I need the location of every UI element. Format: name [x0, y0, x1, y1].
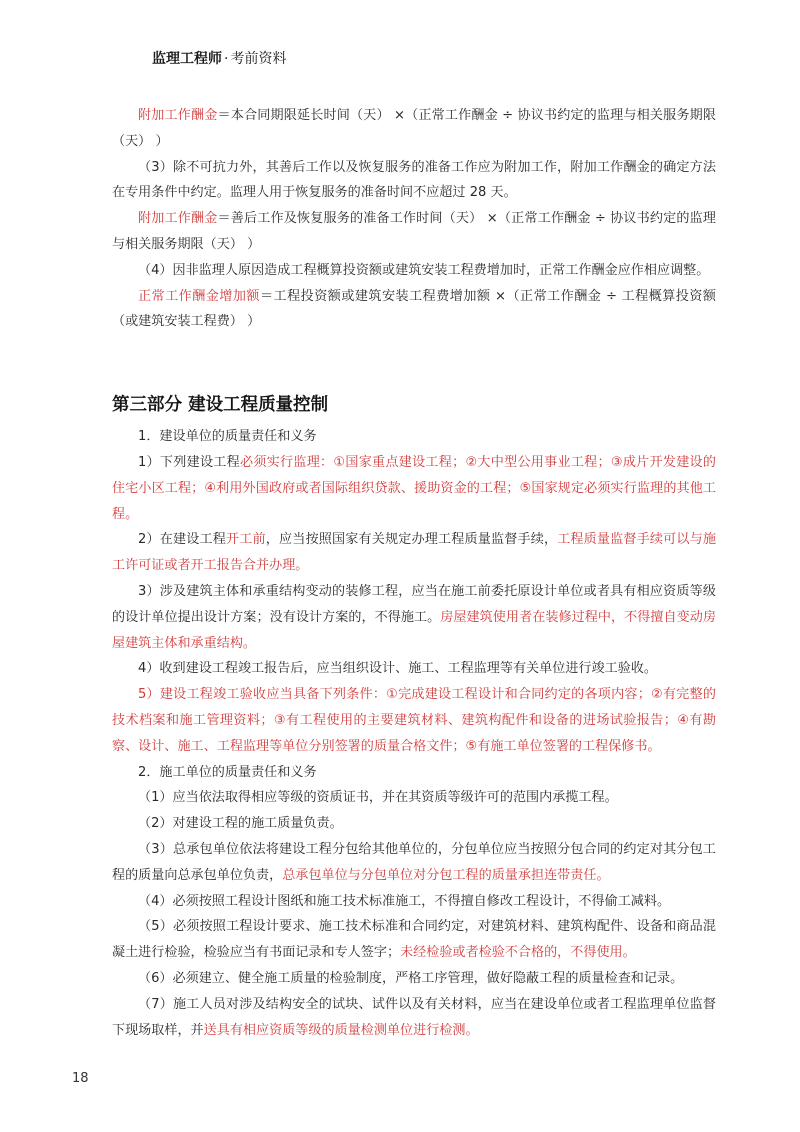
text-run: （7）施工人员对涉及结构安全的试块、试件以及有关材料，应当在建设单位或者工程监理单位监督下现场取样，并 [112, 996, 716, 1038]
header-brand: 监理工程师 [152, 51, 222, 67]
emphasis-text: 房屋建筑使用者在装修过程中，不得擅自变动房屋建筑主体和承重结构。 [112, 609, 716, 651]
text-run: 2）在建设工程 [138, 532, 226, 548]
emphasis-text: 工程质量监督手续可以与施工许可证或者开工报告合并办理。 [112, 532, 717, 574]
formula-text: ＝工程投资额或建筑安装工程费增加额 ×（正常工作酬金 ÷ 工程概算投资额（或建筑安装工程费） ） [112, 288, 716, 330]
paragraph-b1 [112, 450, 716, 527]
emphasis-text: 总承包单位与分包单位对分包工程的质量承担连带责任。 [282, 867, 610, 883]
formula-term: 正常工作酬金增加额 [138, 288, 260, 304]
emphasis-text: 必须实行监理：①国家重点建设工程；②大中型公用事业工程；③成片开发建设的住宅小区工程；④利用外国政府或者国际组织贷款、援助资金的工程；⑤国家规定必须实行监理的其他工程。 [112, 454, 716, 522]
paragraph-c2: （2）对建设工程的施工质量负责。 [138, 816, 343, 832]
paragraph-c4: （4）必须按照工程设计图纸和施工技术标准施工，不得擅自修改工程设计，不得偷工减料。 [138, 893, 671, 909]
header-subtitle: 考前资料 [230, 51, 287, 67]
formula-term: 附加工作酬金 [138, 211, 218, 227]
emphasis-text: 开工前 [225, 532, 266, 548]
paragraph-b5: 5）建设工程竣工验收应当具备下列条件：①完成建设工程设计和合同约定的各项内容；②有完整的技术档案和施工管理资料；③有工程使用的主要建筑材料、建筑构配件和设备的进场试验报告；④有勘察、设计、施工、工程监理等单位分别签署的质量合格文件；⑤有施工单位签署的工程保修书。 [112, 687, 716, 754]
text-run: ，应当按照国家有关规定办理工程质量监督手续， [265, 532, 558, 548]
text-run: （5）必须按照工程设计要求、施工技术标准和合同约定，对建筑材料、建筑构配件、设备和商品混凝土进行检验，检验应当有书面记录和专人签字； [112, 919, 716, 961]
paragraph-b4: 4）收到建设工程竣工报告后，应当组织设计、施工、工程监理等有关单位进行竣工验收。 [138, 661, 657, 677]
section-heading-owner: 1．建设单位的质量责任和义务 [138, 429, 317, 445]
paragraph-c5 [112, 914, 716, 966]
header-separator: · [224, 51, 229, 67]
section-heading-contractor: 2．施工单位的质量责任和义务 [138, 764, 317, 780]
page-number: 18 [72, 1071, 89, 1086]
text-run: 1）下列建设工程 [138, 454, 240, 470]
document-body [112, 103, 716, 1043]
formula-additional-fee-2 [112, 206, 716, 258]
formula-text: ＝本合同期限延长时间（天） ×（正常工作酬金 ÷ 协议书约定的监理与相关服务期限（天） ） [112, 108, 716, 149]
paragraph-c1: （1）应当依法取得相应等级的资质证书，并在其资质等级许可的范围内承揽工程。 [138, 790, 618, 806]
paragraph-c3 [112, 837, 716, 889]
text-run: （3）总承包单位依法将建设工程分包给其他单位的，分包单位应当按照分包合同的约定对其分包工程的质量向总承包单位负责， [112, 841, 716, 883]
formula-term: 附加工作酬金 [138, 108, 218, 123]
paragraph-b3 [112, 579, 716, 656]
formula-normal-fee-increase [112, 284, 716, 336]
formula-text: ＝善后工作及恢复服务的准备工作时间（天） ×（正常工作酬金 ÷ 协议书约定的监理与相关服务期限（天） ） [112, 211, 716, 252]
text-run: 3）涉及建筑主体和承重结构变动的装修工程，应当在施工前委托原设计单位或者具有相应资质等级的设计单位提出设计方案；没有设计方案的，不得施工。 [112, 583, 716, 625]
part-title: 第三部分 建设工程质量控制 [112, 395, 329, 416]
page-header [152, 48, 286, 68]
paragraph-c7 [112, 992, 716, 1044]
paragraph-item-3: （3）除不可抗力外，其善后工作以及恢复服务的准备工作应为附加工作，附加工作酬金的确定方法在专用条件中约定。监理人用于恢复服务的准备时间不应超过 28 天。 [112, 159, 716, 201]
paragraph-item-4: （4）因非监理人原因造成工程概算投资额或建筑安装工程费增加时，正常工作酬金应作相应调整。 [138, 262, 710, 278]
paragraph-c6: （6）必须建立、健全施工质量的检验制度，严格工序管理，做好隐蔽工程的质量检查和记录。 [138, 970, 684, 986]
emphasis-text: 未经检验或者检验不合格的，不得使用。 [400, 945, 636, 961]
paragraph-b2 [112, 527, 716, 579]
formula-additional-fee-1 [112, 103, 716, 155]
emphasis-text: 送具有相应资质等级的质量检测单位进行检测。 [203, 1022, 479, 1038]
